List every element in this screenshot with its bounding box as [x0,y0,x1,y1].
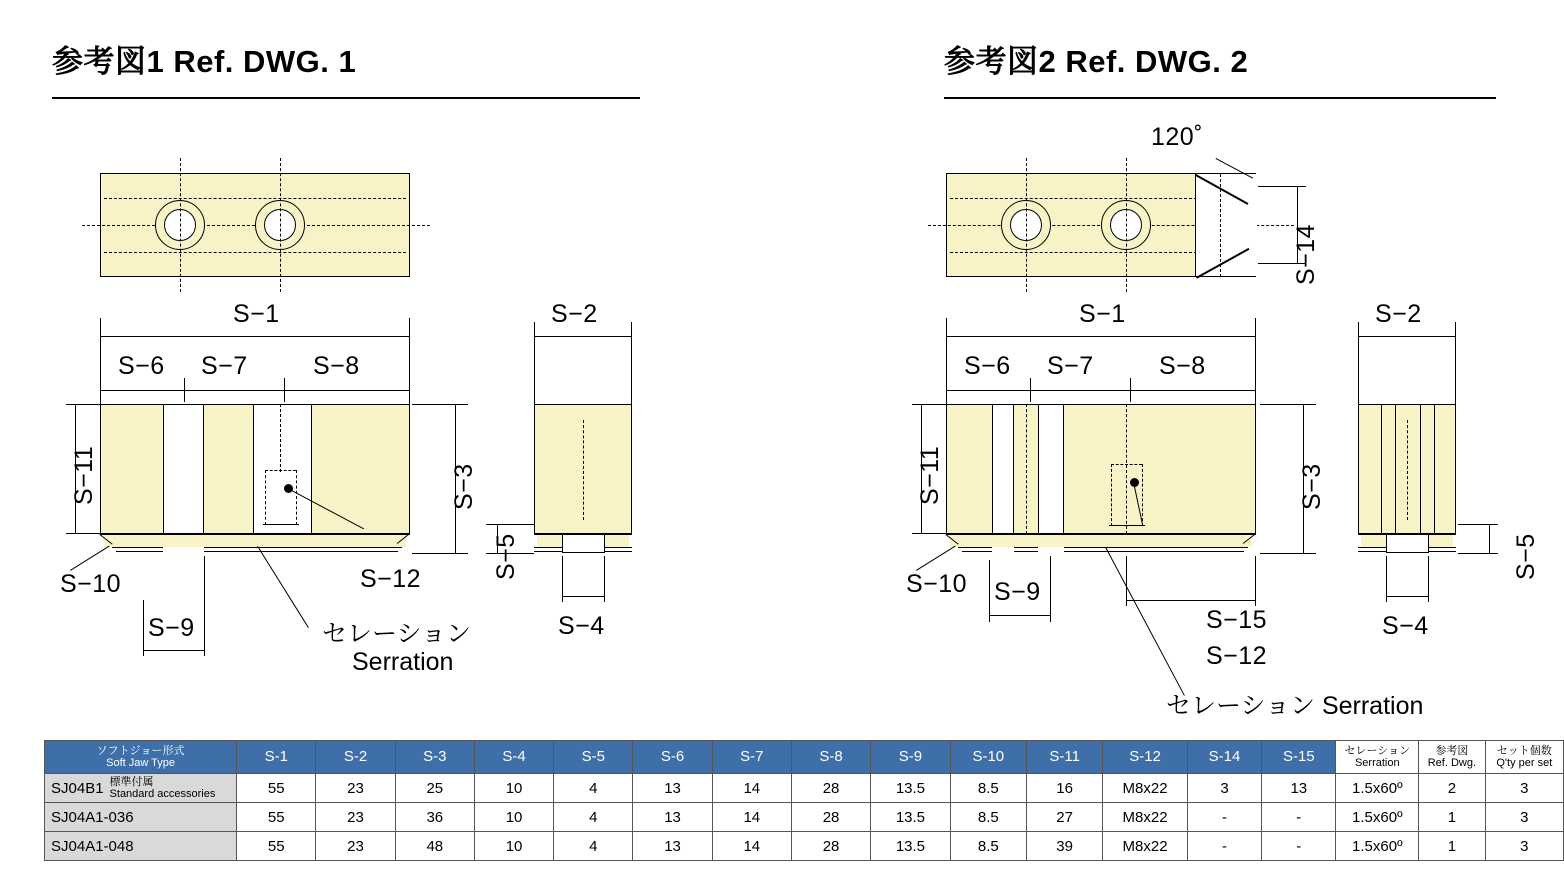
dwg2-bottom-notch-2 [1038,547,1064,554]
th-ref-dwg-en: Ref. Dwg. [1427,757,1477,770]
dwg1-dim-s12-dot [284,484,293,493]
dwg2-dim-s7-label: S−7 [1047,352,1094,380]
row-1-s11: 27 [1026,803,1102,832]
th-s11: S-11 [1026,741,1102,774]
dwg1-dim-chain-tick-2 [284,378,285,402]
th-soft-jaw-type-en: Soft Jaw Type [106,757,175,770]
row-2-s7: 14 [712,832,791,861]
dwg2-angle-label: 120˚ [1151,123,1204,151]
dwg1-front-slot-1-edge-left [163,405,164,533]
dwg2-dim-s5-label: S−5 [1512,533,1540,580]
spec-table [44,740,1564,861]
row-1-s10: 8.5 [950,803,1026,832]
dwg2-front-centerline-2 [1126,404,1127,534]
dwg2-dim-s1-line [946,336,1256,337]
dwg1-dim-s5-ext-top [486,524,534,525]
row-0-s3: 25 [395,774,474,803]
row-2-s8: 28 [791,832,870,861]
dwg1-dim-s11-ext-bottom [66,533,100,534]
dwg2-front-hole-top [1111,464,1142,465]
dwg2-side-centerline [1407,420,1408,520]
dwg2-title-rule [944,97,1496,99]
dwg1-dim-s2-ext-left [534,322,535,408]
dwg2-dim-s15-line [1126,600,1256,601]
dwg1-dim-s12-label: S−12 [360,565,422,593]
dwg1-serration-top-line [100,534,410,535]
row-0-qty: 3 [1485,774,1563,803]
dwg2-dim-s2-label: S−2 [1375,300,1422,328]
th-qty-jp: セット個数 [1496,745,1552,757]
dwg1-top-hole-2-centerline [280,158,281,292]
dwg2-dim-s3-ext-bottom [1260,553,1316,554]
row-1-serration: 1.5x60º [1336,803,1419,832]
th-s14: S-14 [1187,741,1261,774]
dwg2-dim-s6-label: S−6 [964,352,1011,380]
th-s8: S-8 [791,741,870,774]
row-2-qty: 3 [1485,832,1563,861]
dwg2-serration-label: セレーション Serration [1166,692,1424,720]
dwg2-dim-s9-ext-left [989,560,990,622]
row-2-s15: - [1262,832,1336,861]
dwg2-top-vnotch-base [1195,174,1196,277]
row-1-s4: 10 [474,803,553,832]
th-serration [1336,741,1419,774]
dwg1-front-hole-bottom [263,524,299,525]
row-0-s12: M8x22 [1103,774,1188,803]
dwg1-serration-label-jp: セレーション [322,620,472,648]
row-1-s9: 13.5 [871,803,950,832]
th-serration-en: Serration [1354,757,1400,770]
row-0-s6: 13 [633,774,712,803]
row-2-s3: 48 [395,832,474,861]
row-1-qty: 3 [1485,803,1563,832]
dwg1-front-hole-wall-left [265,470,266,525]
dwg2-dim-s11-ext-bottom [912,533,946,534]
dwg2-dim-s15-label: S−15 [1206,606,1268,634]
dwg2-dim-s8-label: S−8 [1159,352,1206,380]
dwg1-side-notch-left [562,534,563,553]
dwg2-dim-chain-line [946,390,1256,391]
dwg1-dim-s4-ext-right [604,556,605,602]
dwg1-dim-s2-ext-right [631,322,632,408]
dwg1-serration-band [104,535,406,547]
th-s2: S-2 [316,741,395,774]
row-0-s11: 16 [1026,774,1102,803]
dwg1-front-hole-centerline [280,404,281,472]
table-header-row [45,741,1564,774]
row-0-s14: 3 [1187,774,1261,803]
row-2-s9: 13.5 [871,832,950,861]
dwg2-front-slot-2 [1038,405,1064,533]
dwg1-side-centerline [583,420,584,520]
dwg2-dim-s10-leader [916,546,956,572]
dwg1-dim-s1-ext-right [409,318,410,418]
row-2-s4: 10 [474,832,553,861]
th-s6: S-6 [633,741,712,774]
dwg1-serration-label-en: Serration [352,648,454,676]
dwg2-dim-s2-ext-left [1358,322,1359,408]
dwg2-dim-s14-label: S−14 [1292,223,1320,285]
row-2-ref-dwg: 1 [1419,832,1486,861]
dwg1-title-rule [52,97,640,99]
dwg1-top-hidden-line-2 [104,252,406,253]
dwg2-dim-s9-ext-right [1050,556,1051,622]
dwg1-dim-s11-ext-top [66,404,100,405]
row-0-s5: 4 [554,774,633,803]
dwg2-dim-s5-ext-top [1458,524,1498,525]
row-1-s8: 28 [791,803,870,832]
row-0-s8: 28 [791,774,870,803]
th-s10: S-10 [950,741,1026,774]
th-ref-dwg-jp: 参考図 [1435,745,1469,757]
table-row [45,832,1564,861]
th-s5: S-5 [554,741,633,774]
row-0-s10: 8.5 [950,774,1026,803]
dwg2-side-notch-bottom [1386,552,1429,553]
row-2-s14: - [1187,832,1261,861]
row-2-s11: 39 [1026,832,1102,861]
dwg2-dim-s9-label: S−9 [994,578,1041,606]
dwg1-dim-s2-label: S−2 [551,300,598,328]
dwg2-dim-s11-label: S−11 [916,445,944,505]
dwg2-dim-s15-ext-left [1126,556,1127,606]
dwg2-dim-s4-ext-right [1428,556,1429,602]
dwg1-top-hole-1-centerline [180,158,181,292]
dwg2-dim-s1-ext-left [946,318,947,418]
th-s1: S-1 [237,741,316,774]
dwg1-dim-s5-label: S−5 [492,533,520,580]
row-0-note-jp: 標準付属 [109,776,154,789]
dwg2-title: 参考図2 Ref. DWG. 2 [944,44,1249,79]
dwg1-front-hole-wall-right [296,470,297,525]
dwg1-dim-s4-ext-left [562,556,563,602]
row-0-type: SJ04B1 [51,779,104,797]
dwg2-dim-s11-ext-top [912,404,946,405]
dwg1-dim-s6-label: S−6 [118,352,165,380]
table-row [45,803,1564,832]
row-2-serration: 1.5x60º [1336,832,1419,861]
dwg2-front-slot-1-right [1013,405,1014,533]
dwg2-dim-s1-ext-right [1255,318,1256,418]
dwg2-serration-leader [1105,547,1185,696]
th-s9: S-9 [871,741,950,774]
dwg1-dim-s4-line [562,596,605,597]
th-s7: S-7 [712,741,791,774]
row-1-s6: 13 [633,803,712,832]
dwg1-title: 参考図1 Ref. DWG. 1 [52,44,357,79]
dwg1-dim-s7-label: S−7 [201,352,248,380]
dwg2-side-rib-3 [1420,405,1421,533]
dwg2-bottom-notch-1 [992,547,1014,554]
row-0-type-cell [45,774,237,803]
row-2-s12: M8x22 [1103,832,1188,861]
dwg1-dim-chain-tick-1 [184,378,185,402]
dwg2-dim-s14-ext-top [1258,186,1306,187]
dwg2-top-vnotch-hidden [1220,174,1221,277]
row-1-s14: - [1187,803,1261,832]
dwg2-dim-s4-line [1386,596,1429,597]
th-qty-en: Q'ty per set [1496,757,1553,770]
th-ref-dwg [1419,741,1486,774]
dwg1-dim-s11-label: S−11 [70,445,98,505]
row-0-ref-dwg: 2 [1419,774,1486,803]
dwg1-dim-s3-ext-top [412,404,468,405]
dwg2-front-hole-wall-left [1111,464,1112,526]
dwg1-front-slot-2 [253,405,312,533]
dwg2-dim-s5-line [1489,524,1490,554]
dwg2-front-centerline-1 [1026,404,1027,534]
dwg2-top-hidden-line-1 [950,198,1202,199]
dwg1-front-hole-top [265,470,296,471]
row-0-s1: 55 [237,774,316,803]
dwg2-side-rib-2 [1395,405,1396,533]
row-1-s2: 23 [316,803,395,832]
dwg2-dim-s3-ext-top [1260,404,1316,405]
dwg2-front-hole-wall-right [1142,464,1143,526]
dwg1-dim-s1-line [100,336,410,337]
dwg1-bottom-notch [163,547,204,554]
table-row [45,774,1564,803]
row-0-s15: 13 [1262,774,1336,803]
dwg1-front-slot-2-edge-left [253,405,254,533]
row-0-serration: 1.5x60º [1336,774,1419,803]
dwg2-dim-s4-ext-left [1386,556,1387,602]
dwg1-dim-s9-label: S−9 [148,614,195,642]
dwg2-side-rib-4 [1434,405,1435,533]
row-1-s1: 55 [237,803,316,832]
th-s15: S-15 [1262,741,1336,774]
dwg1-front-slot-1 [163,405,204,533]
dwg1-serration-bottom-line-2 [116,551,398,552]
dwg1-side-notch-bottom [562,552,605,553]
dwg2-side-rib-1 [1381,405,1382,533]
dwg2-dim-s5-ext-bottom [1458,553,1498,554]
th-s4: S-4 [474,741,553,774]
dwg2-front-slot-1 [992,405,1014,533]
row-0-s9: 13.5 [871,774,950,803]
row-2-s2: 23 [316,832,395,861]
dwg2-serration-top-line [946,534,1256,535]
dwg2-front-slot-2-right [1063,405,1064,533]
dwg2-top-hole-2-centerline [1126,158,1127,292]
dwg1-dim-s9-line [143,650,205,651]
row-0-s7: 14 [712,774,791,803]
dwg1-dim-s3-label: S−3 [450,463,478,510]
dwg2-dim-s12-label: S−12 [1206,642,1268,670]
th-serration-jp: セレーション [1344,745,1411,757]
row-0-s2: 23 [316,774,395,803]
dwg2-front-hole-bottom [1109,525,1145,526]
row-2-type: SJ04A1-048 [45,832,237,861]
dwg2-dim-chain-tick-2 [1130,378,1131,402]
dwg2-serration-band [950,535,1252,547]
row-0-note-en: Standard accessories [109,788,216,801]
row-2-s6: 13 [633,832,712,861]
dwg2-dim-s4-label: S−4 [1382,612,1429,640]
dwg2-top-hidden-line-2 [950,252,1202,253]
dwg2-side-notch-right [1428,534,1429,553]
dwg1-side-notch-right [604,534,605,553]
dwg1-dim-s10-label: S−10 [60,570,122,598]
th-soft-jaw-type [45,741,237,774]
th-soft-jaw-type-jp: ソフトジョー形式 [96,745,185,757]
dwg2-front-slot-1-left [992,405,993,533]
row-0-s4: 10 [474,774,553,803]
row-1-s12: M8x22 [1103,803,1188,832]
row-1-s15: - [1262,803,1336,832]
row-2-s5: 4 [554,832,633,861]
dwg2-dim-s2-ext-right [1455,322,1456,408]
dwg1-dim-chain-line [100,390,410,391]
dwg1-serration-leader [257,546,309,628]
dwg2-dim-s3-label: S−3 [1298,463,1326,510]
dwg1-dim-s4-label: S−4 [558,612,605,640]
row-1-s3: 36 [395,803,474,832]
row-1-s7: 14 [712,803,791,832]
dwg1-front-slot-1-edge-right [203,405,204,533]
dwg1-dim-s1-ext-left [100,318,101,418]
dwg2-dim-s15-ext-right [1255,556,1256,606]
row-1-s5: 4 [554,803,633,832]
dwg2-side-notch-left [1386,534,1387,553]
dwg2-dim-s1-label: S−1 [1079,300,1126,328]
row-1-ref-dwg: 1 [1419,803,1486,832]
dwg1-dim-s10-leader [70,546,110,572]
dwg2-dim-chain-tick-1 [1030,378,1031,402]
row-1-type: SJ04A1-036 [45,803,237,832]
dwg1-dim-s2-line [534,336,632,337]
dwg2-dim-s2-line [1358,336,1456,337]
dwg1-dim-s9-ext-left [143,600,144,656]
dwg2-dim-s9-line [989,615,1051,616]
dwg1-dim-s1-label: S−1 [233,300,280,328]
dwg2-front-slot-2-left [1038,405,1039,533]
dwg1-front-slot-2-edge-right [311,405,312,533]
th-s3: S-3 [395,741,474,774]
th-s12: S-12 [1103,741,1188,774]
dwg1-dim-s8-label: S−8 [313,352,360,380]
dwg1-dim-s9-ext-right [204,556,205,656]
dwg2-dim-s10-label: S−10 [906,570,968,598]
dwg1-dim-s3-ext-bottom [412,553,468,554]
row-2-s10: 8.5 [950,832,1026,861]
dwg2-top-hole-1-centerline [1026,158,1027,292]
dwg1-top-hidden-line-1 [104,198,406,199]
row-2-s1: 55 [237,832,316,861]
th-qty [1485,741,1563,774]
